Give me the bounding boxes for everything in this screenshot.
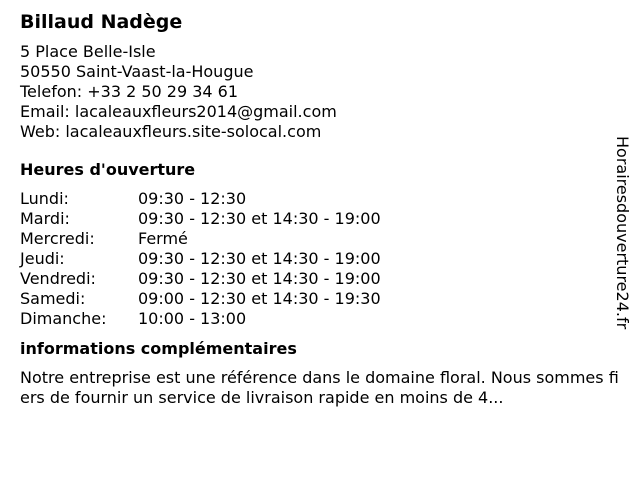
web-line[interactable]: Web: lacaleauxfleurs.site-solocal.com [20,122,322,141]
hours-row [20,229,381,249]
info-heading: informations complémentaires [20,339,297,358]
hours-day: Mercredi: [20,229,95,248]
phone-line[interactable]: Telefon: +33 2 50 29 34 61 [20,82,239,101]
hours-time: 09:30 - 12:30 et 14:30 - 19:00 [138,209,381,228]
hours-row [20,249,381,269]
hours-row [20,269,381,289]
hours-time: 09:00 - 12:30 et 14:30 - 19:30 [138,289,381,308]
hours-day: Jeudi: [20,249,65,268]
hours-row [20,209,381,229]
business-name: Billaud Nadège [20,11,183,33]
business-card [20,10,620,408]
hours-row [20,289,381,309]
address-line-2: 50550 Saint-Vaast-la-Hougue [20,62,254,81]
hours-time: 09:30 - 12:30 et 14:30 - 19:00 [138,249,381,268]
hours-time: Fermé [138,229,188,248]
hours-time: 09:30 - 12:30 [138,189,247,208]
address-line-1: 5 Place Belle-Isle [20,42,156,61]
hours-heading: Heures d'ouverture [20,160,196,179]
hours-row [20,309,381,329]
hours-day: Vendredi: [20,269,96,288]
hours-day: Dimanche: [20,309,107,328]
site-watermark: Horairesdouverture24.fr [613,136,632,330]
hours-day: Mardi: [20,209,70,228]
info-description: Notre entreprise est une référence dans le domaine floral. Nous sommes fiers de fournir un service de livraison rapide en moins de 4... [20,368,619,407]
hours-day: Lundi: [20,189,69,208]
hours-time: 09:30 - 12:30 et 14:30 - 19:00 [138,269,381,288]
hours-table [20,189,381,329]
hours-row [20,189,381,209]
hours-day: Samedi: [20,289,86,308]
hours-time: 10:00 - 13:00 [138,309,247,328]
email-line[interactable]: Email: lacaleauxfleurs2014@gmail.com [20,102,337,121]
